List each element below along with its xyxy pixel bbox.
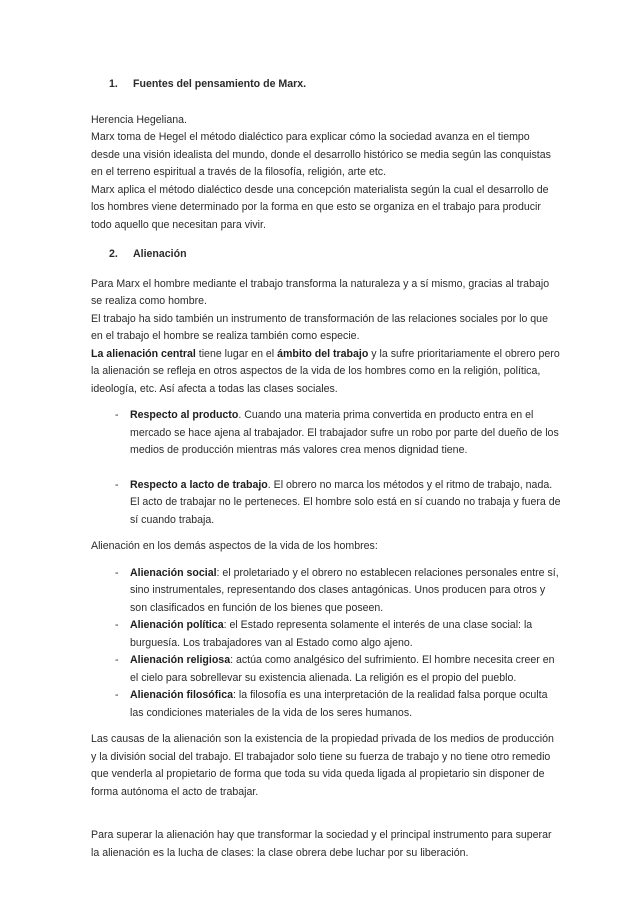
term-alienacion-central: La alienación central (91, 347, 196, 360)
paragraph-herencia: Herencia Hegeliana. (91, 113, 187, 126)
paragraph-overcome: Para superar la alienación hay que transformar la sociedad y el principal instrumento para superar la alienación es la lucha de clases: la clase obrera debe luchar por su liberación. (91, 829, 552, 859)
section-2-title: Alienación (133, 248, 187, 260)
term-social: Alienación social (130, 566, 217, 579)
term-acto-trabajo: Respecto a lacto de trabajo (130, 478, 268, 491)
list-item: - Alienación religiosa: actúa como analgésico del sufrimiento. El hombre necesita creer en el cielo para sobrellevar su existencia alienada. La religión es el propio del pueblo. (91, 652, 561, 687)
list-item: - Respecto a lacto de trabajo. El obrero no marca los métodos y el ritmo de trabajo, nada. El acto de trabajar no le perteneces. El hombre solo está en sí cuando no trabaja y fuera de sí cuando trabaja. (91, 477, 561, 530)
paragraph-materialist: Marx aplica el método dialéctico desde una concepción materialista según la cual el desarrollo de los hombres viene determinado por la forma en que esto se organiza en el trabajo para producir todo aquello que necesitan para vivir. (91, 183, 549, 231)
dash-bullet: - (115, 654, 119, 666)
section-2-number: 2. (109, 248, 118, 260)
term-religiosa: Alienación religiosa (130, 654, 231, 666)
paragraph-central-alienation: La alienación central tiene lugar en el ámbito del trabajo y la sufre prioritariamente el obrero pero la alienación se refleja en otros aspectos de la vida de los hombres como en la religión, política, ideología, etc. Así afecta a todas las clases sociales. (91, 347, 560, 395)
list-item: - Alienación política: el Estado representa solamente el interés de una clase social: la burguesía. Los trabajadores van al Estado como algo ajeno. (91, 617, 561, 652)
paragraph-causes: Las causas de la alienación son la existencia de la propiedad privada de los medios de producción y la división social del trabajo. El trabajador solo tiene su fuerza de trabajo y no tiene otro remedio que venderla al propietario de forma que toda su vida queda ligada al propietario sin disponer de forma autónoma el acto de trabajar. (91, 733, 554, 798)
term-politica: Alienación política (130, 619, 224, 631)
dash-bullet: - (115, 409, 119, 421)
life-alienation-list (91, 565, 561, 723)
section-2-heading (91, 246, 561, 264)
paragraph-other-aspects: Alienación en los demás aspectos de la vida de los hombres: (91, 540, 378, 552)
section-1-heading (91, 76, 561, 94)
work-alienation-list (91, 407, 561, 529)
document-page (91, 76, 561, 862)
paragraph-work-instrument: El trabajo ha sido también un instrumento de transformación de las relaciones sociales por lo que en el trabajo el hombre se realiza también como especie. (91, 312, 548, 342)
dash-bullet: - (115, 566, 119, 579)
paragraph-marx-work: Para Marx el hombre mediante el trabajo transforma la naturaleza y a sí mismo, gracias al trabajo se realiza como hombre. (91, 277, 550, 307)
section-1-number: 1. (109, 78, 118, 90)
term-producto: Respecto al producto (130, 409, 239, 421)
term-ambito-trabajo: ámbito del trabajo (277, 347, 369, 360)
list-item: - Alienación filosófica: la filosofía es una interpretación de la realidad falsa porque oculta las condiciones materiales de la vida de los seres humanos. (91, 687, 561, 722)
dash-bullet: - (115, 619, 119, 631)
paragraph-hegel-method: Marx toma de Hegel el método dialéctico para explicar cómo la sociedad avanza en el tiempo desde una visión idealista del mundo, donde el desarrollo histórico se media según las conquistas en el terreno espiritual a través de la filosofía, religión, arte etc. (91, 131, 551, 178)
list-item: - Alienación social: el proletariado y el obrero no establecen relaciones personales entre sí, sino instrumentales, representando dos clases antagónicas. Unos producen para otros y son clasificados en función de los bienes que poseen. (91, 565, 561, 618)
list-item: - Respecto al producto. Cuando una materia prima convertida en producto entra en el mercado se hace ajena al trabajador. El trabajador sufre un robo por parte del dueño de los medios de producción mientras más valores crea menos dignidad tiene. (91, 407, 561, 460)
dash-bullet: - (115, 478, 119, 491)
section-1-title: Fuentes del pensamiento de Marx. (133, 78, 307, 90)
dash-bullet: - (115, 689, 119, 701)
term-filosofica: Alienación filosófica (130, 689, 234, 701)
